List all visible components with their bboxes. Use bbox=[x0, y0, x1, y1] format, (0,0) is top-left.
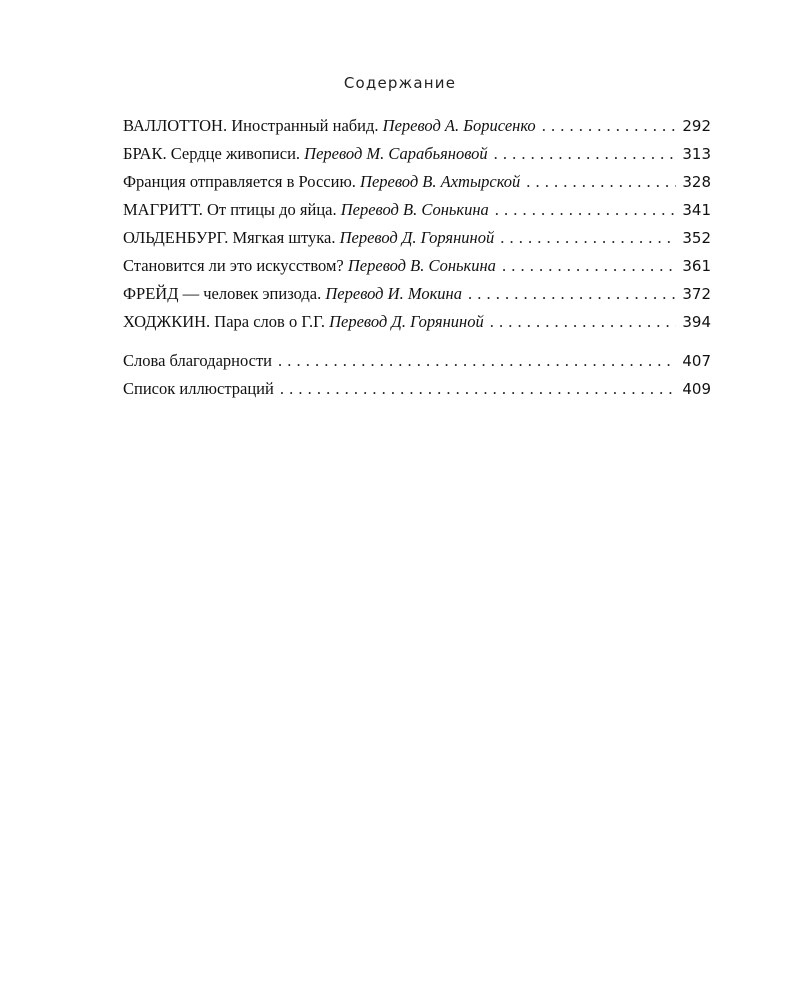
chapter-title: ВАЛЛОТТОН. Иностранный набид. bbox=[123, 116, 379, 135]
toc-entry bbox=[123, 196, 711, 224]
back-matter-list bbox=[123, 347, 711, 403]
chapter-title: МАГРИТТ. От птицы до яйца. bbox=[123, 200, 337, 219]
chapter-title: ОЛЬДЕНБУРГ. Мягкая штука. bbox=[123, 228, 336, 247]
translator-credit: Перевод И. Мокина bbox=[325, 284, 462, 303]
entry-title: Список иллюстраций bbox=[123, 379, 274, 398]
toc-entry bbox=[123, 375, 711, 403]
entry-title bbox=[123, 196, 489, 224]
entry-title bbox=[123, 224, 494, 252]
entry-title bbox=[123, 140, 488, 168]
toc-entry bbox=[123, 224, 711, 252]
translator-credit: Перевод А. Борисенко bbox=[382, 116, 536, 135]
chapter-title: БРАК. Сердце живописи. bbox=[123, 144, 301, 163]
entry-title bbox=[123, 308, 484, 336]
dot-leader bbox=[490, 308, 677, 336]
dot-leader bbox=[495, 196, 677, 224]
entry-title bbox=[123, 112, 536, 140]
chapter-list bbox=[123, 112, 711, 336]
toc-entry bbox=[123, 280, 711, 308]
entry-title bbox=[123, 280, 462, 308]
page-number: 361 bbox=[682, 257, 711, 275]
page-number: 328 bbox=[682, 173, 711, 191]
table-of-contents bbox=[123, 112, 711, 403]
dot-leader bbox=[494, 140, 677, 168]
toc-entry bbox=[123, 140, 711, 168]
translator-credit: Перевод В. Сонькина bbox=[340, 200, 489, 219]
toc-entry bbox=[123, 252, 711, 280]
toc-entry bbox=[123, 347, 711, 375]
entry-title bbox=[123, 168, 520, 196]
page-number: 407 bbox=[682, 352, 711, 370]
page-number: 341 bbox=[682, 201, 711, 219]
page-title: Содержание bbox=[343, 74, 457, 92]
translator-credit: Перевод Д. Горяниной bbox=[329, 312, 484, 331]
toc-entry bbox=[123, 112, 711, 140]
page-number: 409 bbox=[682, 380, 711, 398]
chapter-title: Становится ли это искусством? bbox=[123, 256, 344, 275]
page-number: 313 bbox=[682, 145, 711, 163]
toc-entry bbox=[123, 168, 711, 196]
page-number: 292 bbox=[682, 117, 711, 135]
dot-leader bbox=[526, 168, 676, 196]
dot-leader bbox=[280, 375, 677, 403]
translator-credit: Перевод В. Сонькина bbox=[347, 256, 496, 275]
chapter-title: Франция отправляется в Россию. bbox=[123, 172, 356, 191]
entry-title: Слова благодарности bbox=[123, 351, 273, 370]
entry-title bbox=[123, 252, 496, 280]
page-number: 394 bbox=[682, 313, 711, 331]
page-number: 372 bbox=[682, 285, 711, 303]
chapter-title: ФРЕЙД — человек эпизода. bbox=[123, 284, 322, 303]
dot-leader bbox=[500, 224, 676, 252]
page-number: 352 bbox=[682, 229, 711, 247]
dot-leader bbox=[468, 280, 676, 308]
dot-leader bbox=[278, 347, 676, 375]
translator-credit: Перевод Д. Горяниной bbox=[339, 228, 495, 247]
dot-leader bbox=[502, 252, 676, 280]
chapter-title: ХОДЖКИН. Пара слов о Г.Г. bbox=[123, 312, 325, 331]
translator-credit: Перевод М. Сарабьяновой bbox=[304, 144, 488, 163]
translator-credit: Перевод В. Ахтырской bbox=[360, 172, 521, 191]
toc-entry bbox=[123, 308, 711, 336]
dot-leader bbox=[542, 112, 677, 140]
